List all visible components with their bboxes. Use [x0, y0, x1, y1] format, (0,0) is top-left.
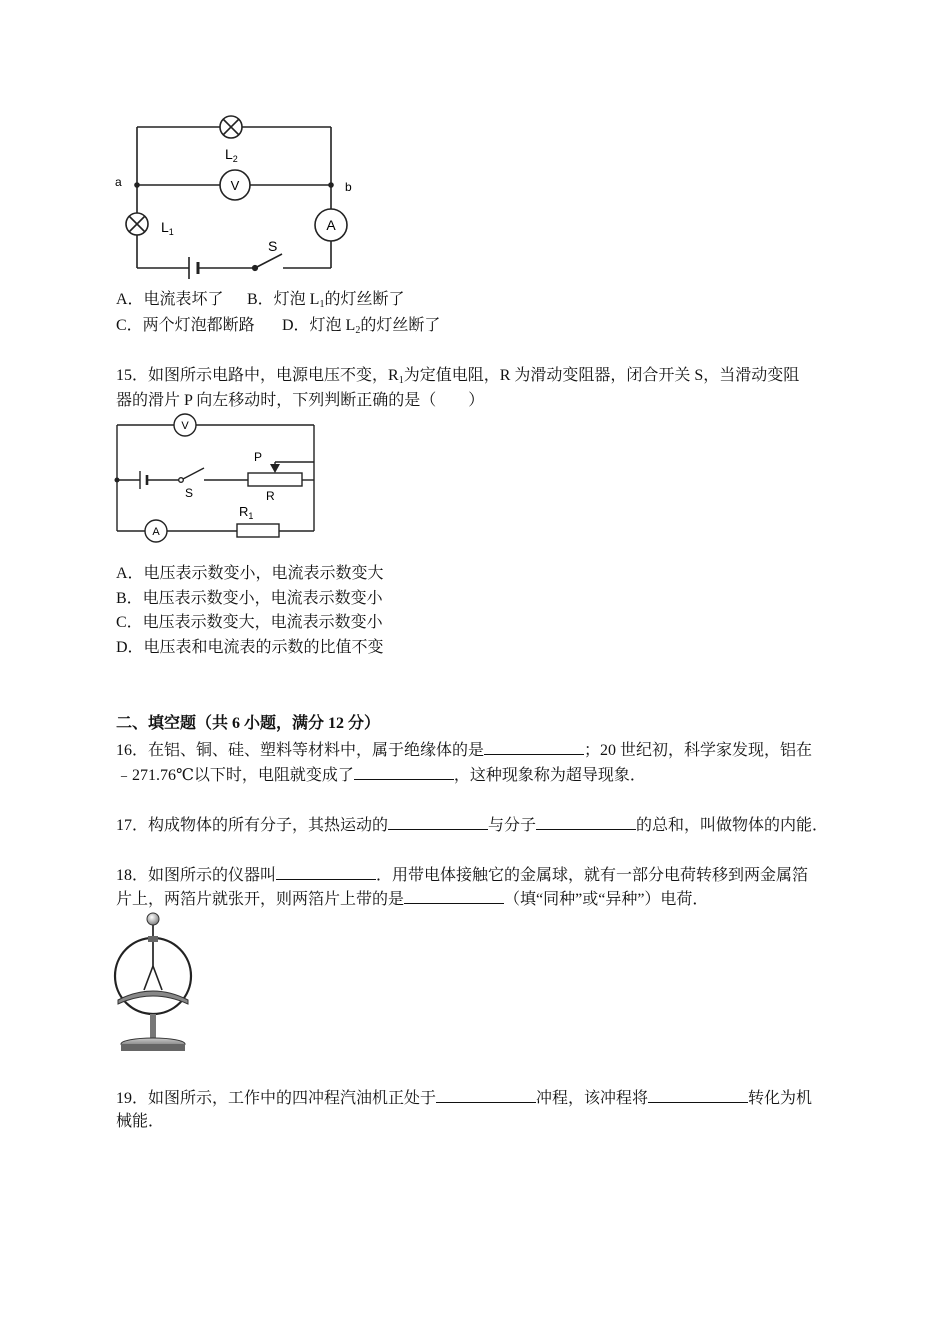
rheostat-label-r: R [266, 489, 275, 503]
q19-line1: 19．如图所示，工作中的四冲程汽油机正处于 冲程，该冲程将 转化为机 [116, 1087, 812, 1109]
switch-label-q15: S [185, 486, 194, 500]
svg-text:A: A [326, 217, 336, 233]
q18-line1: 18．如图所示的仪器叫 ．用带电体接触它的金属球，就有一部分电荷转移到两金属箔 [116, 864, 808, 886]
q14-option-b: B．灯泡 $L_1$的灯丝断了 [247, 291, 405, 310]
q19-line2: 械能． [116, 1113, 165, 1130]
q19-blank-2[interactable] [648, 1087, 748, 1103]
q15-option-c: C．电压表示数变大，电流表示数变小 [116, 614, 383, 631]
point-b-label: b [345, 180, 352, 194]
switch-label-q14: S [268, 238, 278, 254]
slider-label-p: P [254, 450, 263, 464]
q16-line1: 16．在铝、铜、硅、塑料等材料中，属于绝缘体的是 ；20 世纪初，科学家发现，铝在 [116, 739, 812, 761]
q15-option-d: D．电压表和电流表的示数的比值不变 [116, 639, 384, 656]
q18-line2: 片上，两箔片就张开，则两箔片上带的是 （填“同种”或“异种”）电荷． [116, 888, 708, 910]
svg-text:V: V [230, 178, 240, 193]
q16-line2: ﹣271.76℃以下时，电阻就变成了 ，这种现象称为超导现象． [116, 764, 646, 786]
lamp-l2-label: $L_2$ [225, 146, 238, 164]
svg-text:V: V [181, 420, 189, 432]
q14-option-c: C．两个灯泡都断路 [116, 317, 255, 334]
metal-ball [147, 913, 159, 925]
q15-option-b: B．电压表示数变小，电流表示数变小 [116, 590, 383, 607]
q15-stem-line1: 15．如图所示电路中，电源电压不变，$R_1$为定值电阻，R 为滑动变阻器，闭合开关 S，当滑动变阻 [116, 367, 800, 386]
q14-option-a: A．电流表坏了 [116, 291, 224, 308]
q15-option-a: A．电压表示数变小，电流表示数变大 [116, 565, 384, 582]
svg-text:A: A [152, 526, 160, 538]
q14-option-d: D．灯泡 $L_2$的灯丝断了 [282, 317, 441, 336]
lamp-l1-label: $L_1$ [161, 219, 174, 237]
resistor-label-r1: $R_1$ [239, 504, 254, 521]
q19-blank-1[interactable] [436, 1087, 536, 1103]
q15-stem-line2: 器的滑片 P 向左移动时，下列判断正确的是（ ） [116, 392, 485, 409]
q17-line: 17．构成物体的所有分子，其热运动的 与分子 的总和，叫做物体的内能． [116, 814, 828, 836]
point-a-label: a [115, 175, 122, 189]
section-title-fill-in: 二、填空题（共 6 小题，满分 12 分） [116, 715, 381, 732]
